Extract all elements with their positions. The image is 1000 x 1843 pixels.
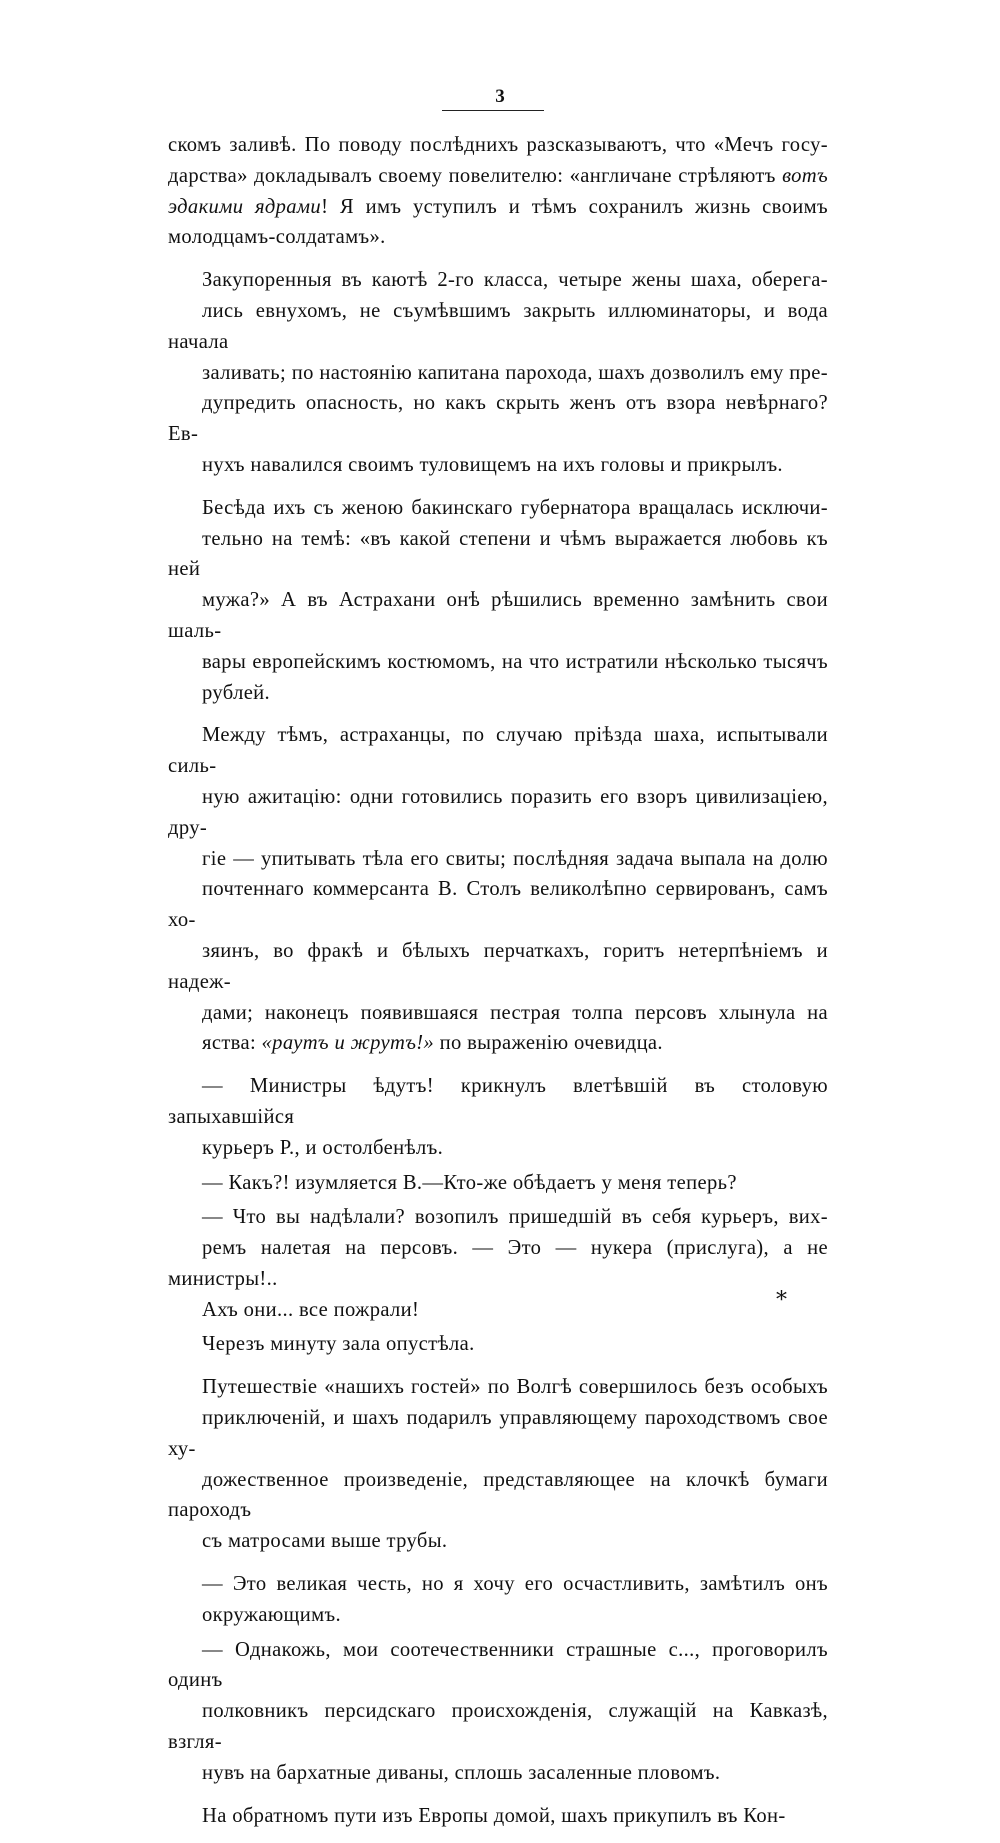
signature-mark: * xyxy=(776,1288,787,1313)
text-run: Ахъ они... все пожрали! xyxy=(202,1298,420,1321)
text-run: дами; наконецъ появившаяся пестрая толпа персовъ хлынула на xyxy=(202,1001,828,1024)
text-line xyxy=(168,1028,828,1059)
text-line xyxy=(168,1329,828,1360)
text-line xyxy=(168,936,828,998)
text-line xyxy=(168,678,828,709)
paragraph xyxy=(168,130,828,253)
text-line xyxy=(168,388,828,450)
text-run: Закупоренныя въ каютѣ 2-го класса, четыре жены шаха, оберега- xyxy=(202,269,828,292)
text-run: Между тѣмъ, астраханцы, по случаю пріѣзда шаха, испытывали силь- xyxy=(168,724,828,778)
text-line xyxy=(168,1696,828,1758)
text-line xyxy=(168,1071,828,1133)
text-line xyxy=(168,1295,828,1326)
text-run: по выраженію очевидца. xyxy=(434,1032,663,1055)
paragraph xyxy=(168,265,828,481)
paragraph xyxy=(168,1168,828,1199)
paragraph xyxy=(168,1801,828,1832)
italic-text: «раутъ и жрутъ!» xyxy=(261,1032,435,1055)
text-run: — Министры ѣдутъ! крикнулъ влетѣвшій въ столовую запыхавшійся xyxy=(168,1075,828,1128)
text-run: гіе — упитывать тѣла его свиты; послѣдняя задача выпала на долю xyxy=(202,847,828,870)
text-run: молодцамъ-солдатамъ». xyxy=(168,226,386,249)
text-run: дожественное произведеніе, представляющее на клочкѣ бумаги пароходъ xyxy=(168,1468,828,1522)
text-run: тельно на темѣ: «въ какой степени и чѣмъ выражается любовь къ ней xyxy=(168,527,828,581)
text-run: заливать; по настоянію капитана парохода, шахъ дозволилъ ему пре- xyxy=(202,361,828,384)
text-run: нувъ на бархатные диваны, сплошь засаленные пловомъ. xyxy=(202,1761,721,1784)
paragraph xyxy=(168,1569,828,1631)
text-run: мужа?» А въ Астрахани онѣ рѣшились временно замѣнить свои шаль- xyxy=(168,589,828,642)
text-line xyxy=(168,1233,828,1295)
text-run: — Это великая честь, но я хочу его осчастливить, замѣтилъ онъ xyxy=(202,1573,828,1596)
text-line xyxy=(168,874,828,936)
text-line xyxy=(168,1133,828,1164)
text-line xyxy=(168,493,828,524)
text-line xyxy=(168,1202,828,1233)
text-run: Путешествіе «нашихъ гостей» по Волгѣ совершилось безъ особыхъ xyxy=(202,1376,828,1399)
text-run: курьеръ Р., и остолбенѣлъ. xyxy=(202,1136,444,1159)
text-run: ! Я имъ уступилъ и тѣмъ сохранилъ жизнь своимъ xyxy=(321,195,828,218)
text-run: — Что вы надѣлали? возопилъ пришедшій въ себя курьеръ, вих- xyxy=(202,1206,828,1229)
text-line xyxy=(168,450,828,481)
text-line xyxy=(168,222,828,253)
text-run: съ матросами выше трубы. xyxy=(202,1530,448,1553)
text-line xyxy=(168,1758,828,1789)
text-run: окружающимъ. xyxy=(202,1603,342,1626)
text-line xyxy=(168,130,828,161)
text-run: дупредить опасность, но какъ скрыть женъ отъ взора невѣрнаго? Ев- xyxy=(168,392,828,446)
page-number: 3 xyxy=(495,86,505,107)
paragraph xyxy=(168,1635,828,1789)
text-line xyxy=(168,1635,828,1697)
text-run: дарства» докладывалъ своему повелителю: «англичане стрѣляютъ xyxy=(168,164,783,187)
text-run: приключеній, и шахъ подарилъ управляющему пароходствомъ свое ху- xyxy=(168,1407,828,1460)
text-line xyxy=(168,782,828,844)
text-line xyxy=(168,1526,828,1557)
text-line xyxy=(168,998,828,1029)
text-run: — Какъ?! изумляется В.—Кто-же обѣдаетъ у меня теперь? xyxy=(202,1171,737,1194)
text-line xyxy=(168,1168,828,1199)
text-run: Бесѣда ихъ съ женою бакинскаго губернатора вращалась исключи- xyxy=(202,496,828,519)
text-run: ную ажитацію: одни готовились поразить его взоръ цивилизаціею, дру- xyxy=(168,785,828,839)
text-line xyxy=(168,1801,828,1832)
text-line xyxy=(168,358,828,389)
text-run: скомъ заливѣ. По поводу послѣднихъ разсказываютъ, что «Мечъ госу- xyxy=(168,134,828,156)
text-line xyxy=(168,1372,828,1403)
paragraph xyxy=(168,1202,828,1325)
italic-text: эдакими ядрами xyxy=(168,195,322,218)
text-run: нухъ навалился своимъ туловищемъ на ихъ головы и прикрылъ. xyxy=(202,453,783,476)
text-line xyxy=(168,524,828,586)
text-run: На обратномъ пути изъ Европы домой, шахъ прикупилъ въ Кон- xyxy=(202,1804,786,1827)
text-line xyxy=(168,1465,828,1527)
paragraph xyxy=(168,1329,828,1360)
text-line xyxy=(168,1600,828,1631)
text-line xyxy=(168,647,828,678)
text-line xyxy=(168,720,828,782)
text-run: яства: xyxy=(202,1032,262,1055)
paragraph xyxy=(168,720,828,1059)
text-line xyxy=(168,296,828,358)
text-line xyxy=(168,585,828,647)
text-line xyxy=(168,265,828,296)
header-rule xyxy=(442,110,544,111)
text-run: Черезъ минуту зала опустѣла. xyxy=(202,1333,475,1356)
text-run: почтеннаго коммерсанта В. Столъ великолѣпно сервированъ, самъ хо- xyxy=(168,878,828,932)
text-line xyxy=(168,844,828,875)
text-run: рублей. xyxy=(202,681,271,704)
text-run: зяинъ, во фракѣ и бѣлыхъ перчаткахъ, горитъ нетерпѣніемъ и надеж- xyxy=(168,939,828,993)
text-line xyxy=(168,161,828,192)
italic-text: вотъ xyxy=(782,164,828,187)
paragraph xyxy=(168,1071,828,1163)
text-run: — Однакожь, мои соотечественники страшные с..., проговорилъ одинъ xyxy=(168,1638,828,1692)
text-line xyxy=(168,1569,828,1600)
text-line xyxy=(168,192,828,223)
paragraph xyxy=(168,493,828,709)
text-run: вары европейскимъ костюмомъ, на что истратили нѣсколько тысячъ xyxy=(202,650,828,673)
paragraph xyxy=(168,1372,828,1557)
text-run: лись евнухомъ, не съумѣвшимъ закрыть иллюминаторы, и вода начала xyxy=(168,299,828,353)
text-line xyxy=(168,1403,828,1465)
text-run: полковникъ персидскаго происхожденія, служащій на Кавказѣ, взгля- xyxy=(168,1700,828,1754)
text-run: ремъ налетая на персовъ. — Это — нукера (прислуга), а не министры!.. xyxy=(168,1237,828,1290)
body-text xyxy=(168,130,828,1843)
